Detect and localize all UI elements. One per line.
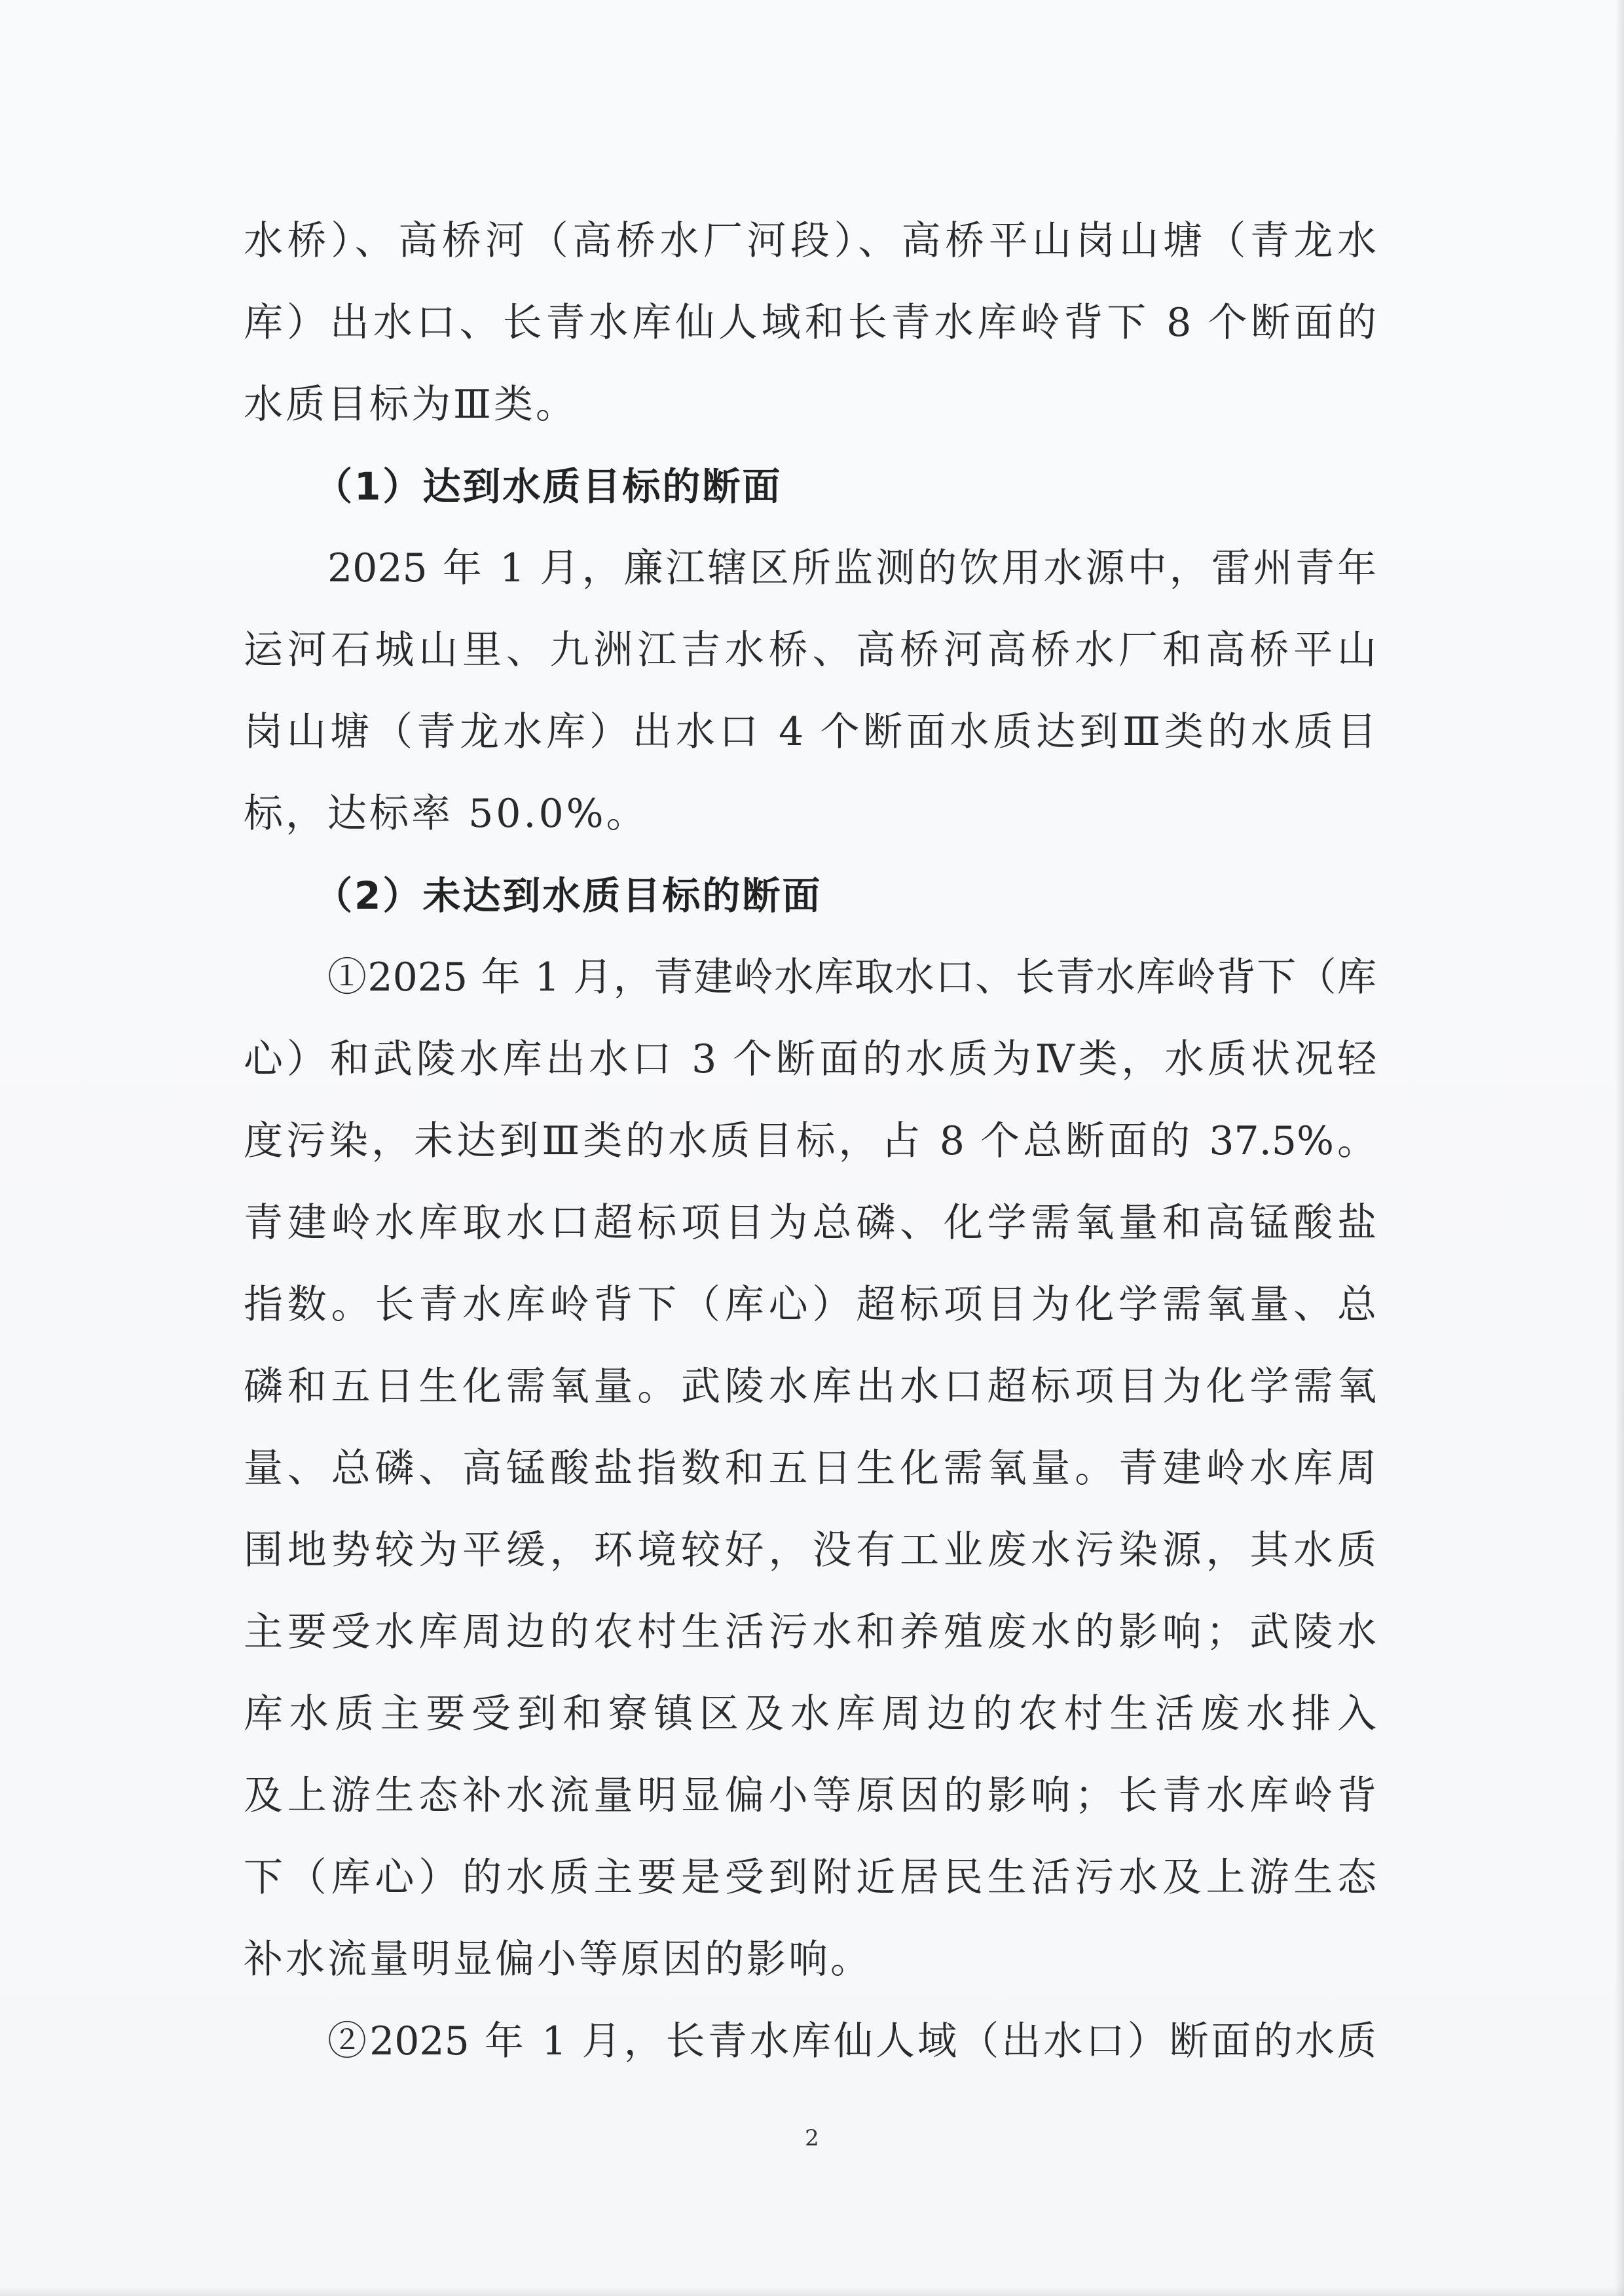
body-line: 水桥）、高桥河（高桥水厂河段）、高桥平山岗山塘（青龙水: [244, 218, 1376, 264]
body-line: 量、总磷、高锰酸盐指数和五日生化需氧量。青建岭水库周: [244, 1446, 1376, 1491]
scan-shadow-right: [1615, 0, 1624, 2296]
body-line: 指数。长青水库岭背下（库心）超标项目为化学需氧量、总: [244, 1282, 1376, 1328]
body-line: 围地势较为平缓，环境较好，没有工业废水污染源，其水质: [244, 1527, 1376, 1573]
body-line: ①2025 年 1 月，青建岭水库取水口、长青水库岭背下（库: [327, 955, 1376, 1000]
body-line: 库）出水口、长青水库仙人域和长青水库岭背下 8 个断面的: [244, 300, 1376, 346]
section-heading: （2）未达到水质目标的断面: [314, 873, 822, 918]
body-line: ②2025 年 1 月，长青水库仙人域（出水口）断面的水质: [327, 2018, 1376, 2064]
body-line: 标，达标率 50.0%。: [244, 791, 648, 837]
body-line: 运河石城山里、九洲江吉水桥、高桥河高桥水厂和高桥平山: [244, 627, 1376, 673]
body-line: 磷和五日生化需氧量。武陵水库出水口超标项目为化学需氧: [244, 1364, 1376, 1410]
body-line: 青建岭水库取水口超标项目为总磷、化学需氧量和高锰酸盐: [244, 1200, 1376, 1246]
body-line: 主要受水库周边的农村生活污水和养殖废水的影响；武陵水: [244, 1609, 1376, 1655]
body-line: 2025 年 1 月，廉江辖区所监测的饮用水源中，雷州青年: [327, 545, 1376, 591]
body-line: 库水质主要受到和寮镇区及水库周边的农村生活废水排入: [244, 1691, 1376, 1737]
body-line: 心）和武陵水库出水口 3 个断面的水质为Ⅳ类，水质状况轻: [244, 1036, 1376, 1082]
body-line: 补水流量明显偏小等原因的影响。: [244, 1937, 872, 1982]
body-line: 及上游生态补水流量明显偏小等原因的影响；长青水库岭背: [244, 1773, 1376, 1819]
page-number: 2: [805, 2125, 819, 2151]
section-heading: （1）达到水质目标的断面: [314, 464, 783, 509]
body-line: 下（库心）的水质主要是受到附近居民生活污水及上游生态: [244, 1855, 1376, 1901]
scan-shadow-bottom: [0, 2287, 1624, 2296]
body-line: 岗山塘（青龙水库）出水口 4 个断面水质达到Ⅲ类的水质目: [244, 709, 1376, 755]
body-line: 度污染，未达到Ⅲ类的水质目标，占 8 个总断面的 37.5%。: [244, 1118, 1376, 1164]
body-line: 水质目标为Ⅲ类。: [244, 382, 578, 428]
